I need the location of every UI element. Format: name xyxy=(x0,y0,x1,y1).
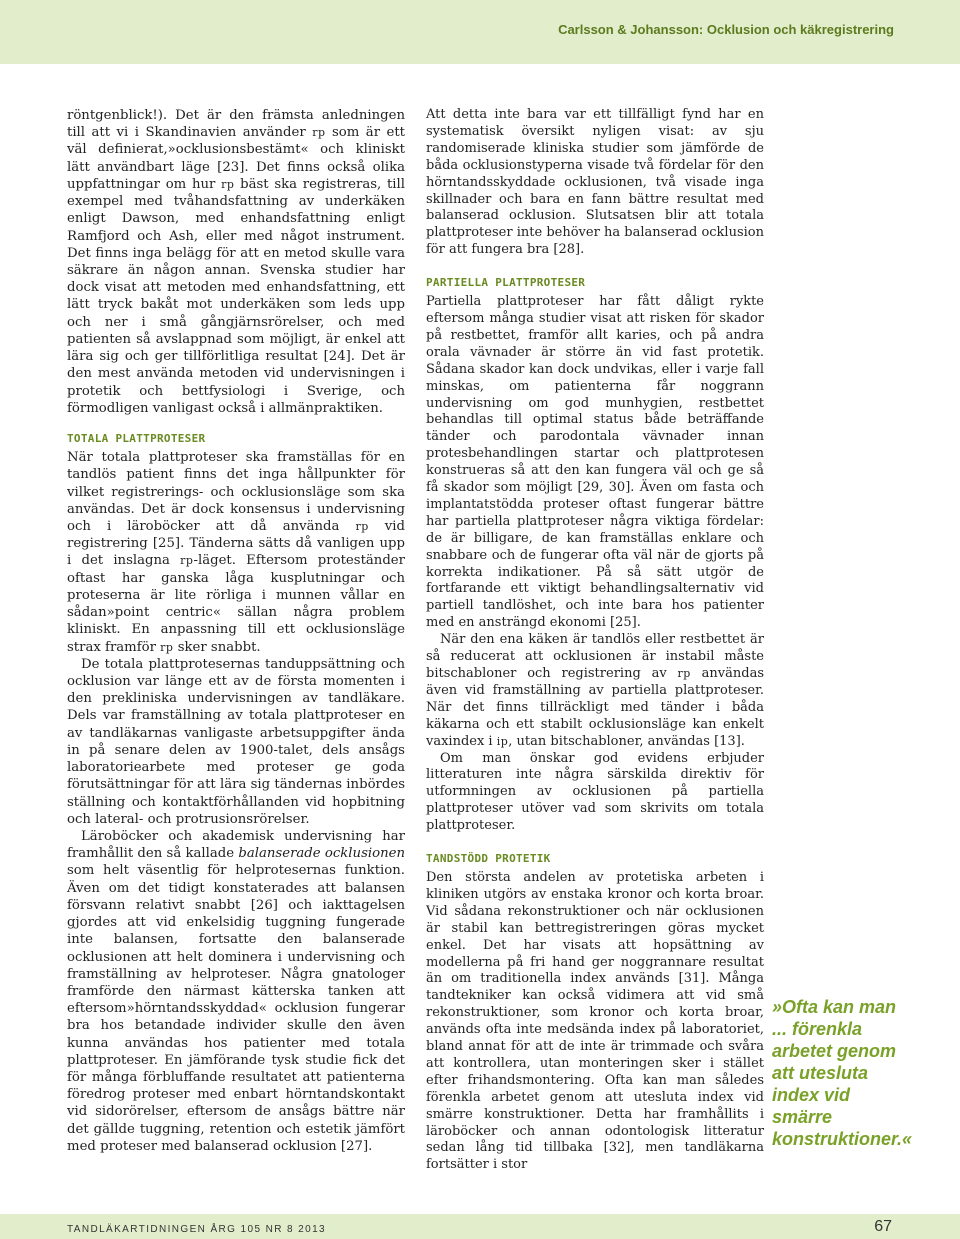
right-column xyxy=(426,107,764,1174)
body-paragraph: Att detta inte bara var ett tillfälligt fynd har en systematisk översikt nyligen visat: av sju randomiserade kliniska studier som jämförde de båda ocklusionstyperna visade två fördelar för den hörntandsskyddade ocklusionen, två visade inga skillnader och bara en fann bättre resultat med balanserad ocklusion. Slutsatsen blir att totala plattproteser inte behöver ha balanserad ocklusion för att fungera bra [28]. xyxy=(426,107,764,258)
body-paragraph: Om man önskar god evidens erbjuder litteraturen inte några särskilda direktiv för utformningen av ocklusionen på partiella plattproteser utöver vad som skrivits om totala plattproteser. xyxy=(426,750,764,834)
pull-quote: »Ofta kan man ... förenkla arbetet genom att utesluta index vid smärre konstruktioner.« xyxy=(772,997,913,1149)
body-paragraph: När den ena käken är tandlös eller restbettet är så reducerat att ocklusionen är instabil måste bitschabloner och registrering av rp användas även vid framställning av partiella plattproteser. När det finns tillräckligt med tänder i båda käkarna och ett stabilt ocklusionsläge kan enkelt vaxindex i ip, utan bitschabloner, användas [13]. xyxy=(426,632,764,749)
section-heading-totala: TOTALA PLATTPROTESER xyxy=(67,431,206,445)
left-column xyxy=(67,107,405,1155)
journal-name: TANDLÄKARTIDNINGEN ÅRG 105 NR 8 2013 xyxy=(67,1224,326,1235)
body-paragraph: röntgenblick!). Det är den främsta anledningen till att vi i Skandinavien använder rp som är ett väl definierat,»ocklusionsbestämt« och kliniskt lätt användbart läge [23]. Det finns också olika uppfattningar om hur rp bäst ska registreras, till exempel med tvåhandsfattning av underkäken enligt Dawson, med enhandsfattning enligt Ramfjord och Ash, eller med något instrument. Det finns inga belägg för att en metod skulle vara säkrare än någon annan. Svenska studier har dock visat att metoden med enhandsfattning, ett lätt tryck bakåt mot underkäken som leds upp och ner i små gångjärnsrörelser, och med patienten så avslappnad som möjligt, är enkel att lära sig och ger tillförlitliga resultat [24]. Det är den mest använda metoden vid undervisningen i protetik och bettfysiologi i Sverige, och förmodligen vanligast också i allmänpraktiken. xyxy=(67,108,406,416)
page-number: 67 xyxy=(874,1218,892,1235)
header-band xyxy=(0,0,960,64)
body-paragraph: Den största andelen av protetiska arbeten i kliniken utgörs av enstaka kronor och korta broar. Vid sådana rekonstruktioner och när ocklusionen är stabil kan bettregistreringen göras mycket enkel. Det har visats att hopsättning av modellerna på fri hand ger noggrannare resultat än om traditionella index används [31]. Många tandtekniker kan också vidimera att vid små rekonstruktioner, som kronor och korta broar, används ofta inte medsända index på laboratoriet, bland annat för att de inte är trimmade och svåra att kontrollera, utan monteringen sker i stället efter frihandsmontering. Ofta kan man således förenkla arbetet genom att utesluta index vid smärre konstruktioner. Detta har framhållits i läroböcker och annan odontologisk litteratur sedan lång tid tillbaka [32], men tandläkarna fortsätter i stor xyxy=(426,869,764,1173)
section-heading-tandstodd: TANDSTÖDD PROTETIK xyxy=(426,852,551,866)
section-heading-partiella: PARTIELLA PLATTPROTESER xyxy=(426,276,586,290)
body-paragraph: Partiella plattproteser har fått dåligt rykte eftersom många studier visat att risken för skador på restbettet, framför allt karies, och på andra orala vävnader är större än vid fast protetik. Sådana skador kan dock undvikas, eller i varje fall minskas, om patienterna får noggrann undervisning om god munhygien, restbettet behandlas till optimal status både beträffande tänder och parodontala vävnader innan protesbehandlingen startar och plattprotesen konstrueras så att den kan fungera väl och ge så få skador som möjligt [29, 30]. Även om fasta och implantatstödda proteser oftast fungerar bättre har partiella plattproteser några viktiga fördelar: de är billigare, de kan framställas enklare och snabbare och de fungerar ofta väl när de gjorts på korrekta indikationer. På så sätt utgör de fortfarande ett viktigt behandlingsalternativ vid partiell tandlöshet, och inte bara hos patienter med en ansträngd ekonomi [25]. xyxy=(426,294,764,631)
body-paragraph: Läroböcker och akademisk undervisning har framhållit den så kallade balanserade ocklusionen som helt väsentlig för helprotesernas funktion. Även om det tidigt konstaterades att balansen försvann relativt snabbt [26] och iakttagelsen gjordes att vid enkelsidig tuggning fungerade inte balansen, fortsatte den balanserade ocklusionen att helt dominera i undervisning och framställning av helproteser. Några gnatologer framförde den närmast kätterska tanken att eftersom»hörntandsskyddad« ocklusion fungerar bra hos betandade individer skulle den även kunna användas hos patienter med totala plattproteser. En jämförande tysk studie fick det för många förbluffande resultatet att patienterna föredrog proteser med enbart hörntandskontakt vid sidorörelser, eftersom de ansågs bättre när det gällde tuggning, retention och estetik jämfört med proteser med balanserad ocklusion [27]. xyxy=(67,828,405,1154)
running-head: Carlsson & Johansson: Ocklusion och käkregistrering xyxy=(558,22,894,37)
body-paragraph: De totala plattprotesernas tanduppsättning och ocklusion var länge ett av de första momenten i den prekliniska undervisningen av tandläkare. Dels var framställning av totala plattproteser en av tandläkarnas vanligaste arbetsuppgifter ända in på senare delen av 1900-talet, dels ansågs laboratoriearbete med proteser ge goda förutsättningar för att lära sig tändernas inbördes ställning och kontaktförhållanden vid hopbitning och lateral- och protrusionsrörelser. xyxy=(67,656,405,827)
body-paragraph: När totala plattproteser ska framställas för en tandlös patient finns det inga hållpunkter för vilket registrerings- och ocklusionsläge som ska användas. Det är dock konsensus i undervisning och i läroböcker att då använda rp vid registrering [25]. Tänderna sätts då vanligen upp i det inslagna rp-läget. Eftersom proteständer oftast har ganska låga kusplutningar och proteserna är lite rörliga i munnen vållar en sådan»point centric« sällan några problem kliniskt. En anpassning till ett ocklusionsläge strax framför rp sker snabbt. xyxy=(67,450,406,655)
